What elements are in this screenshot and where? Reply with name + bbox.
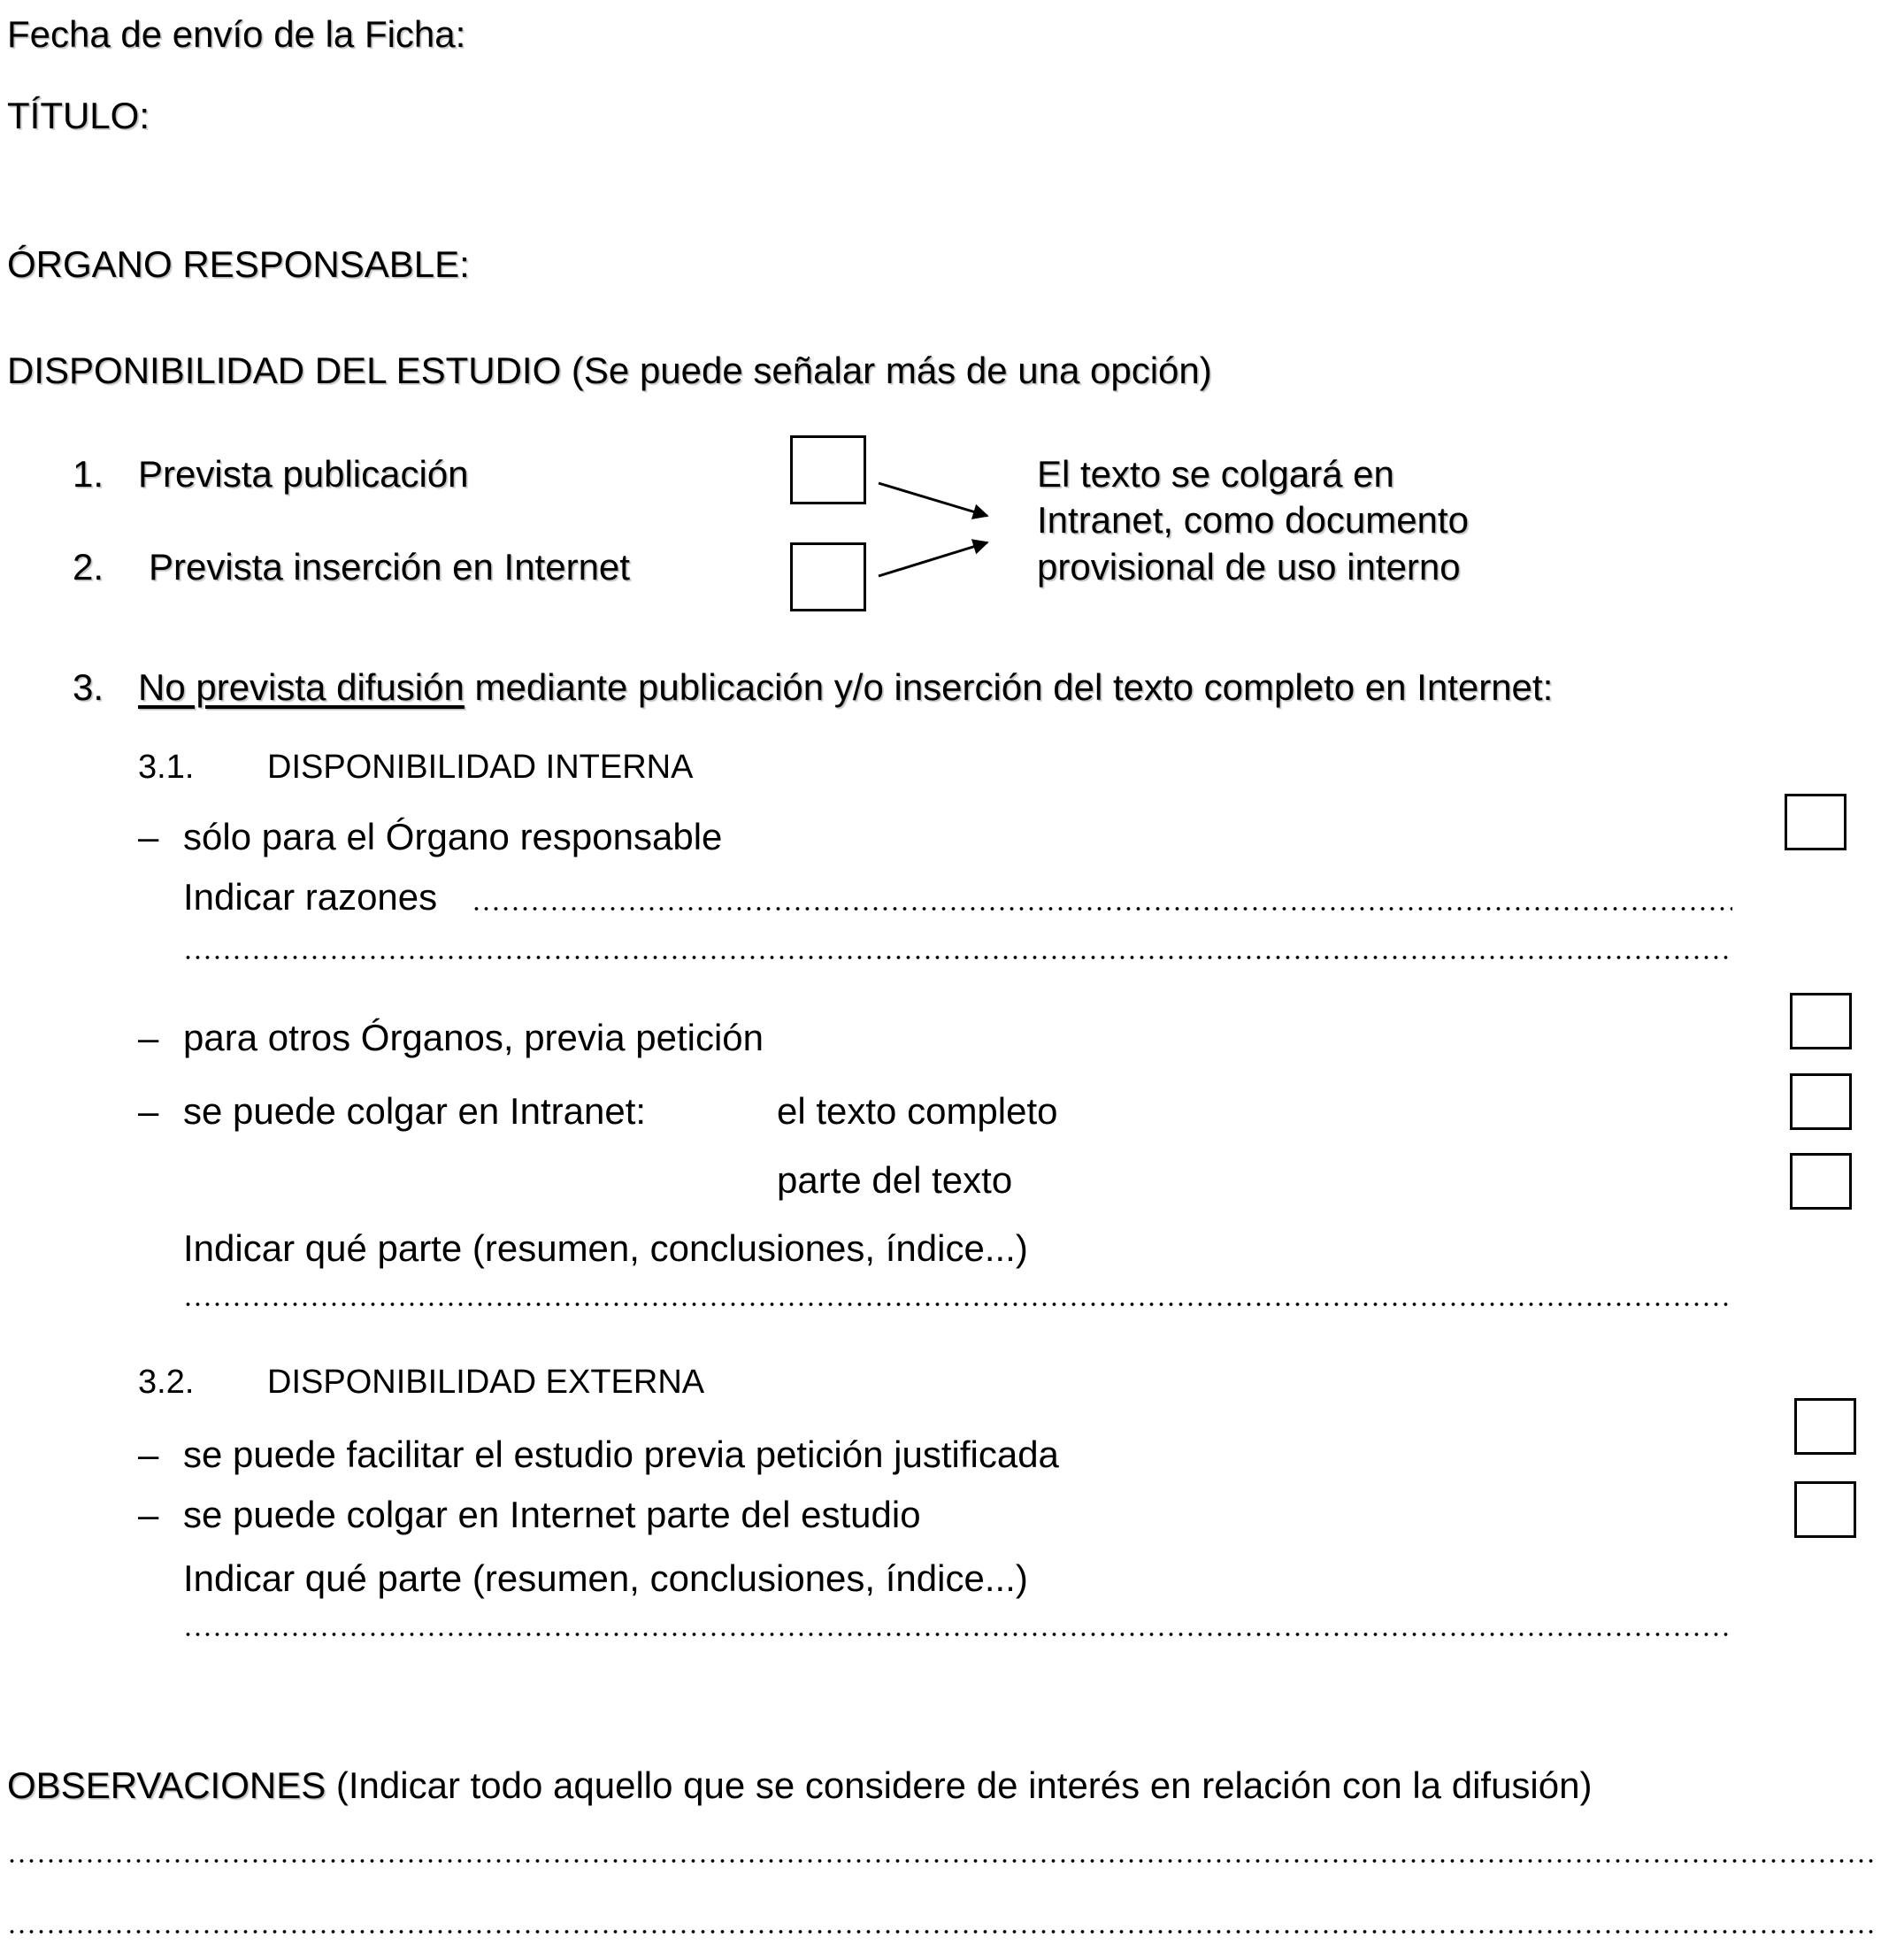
interna-heading: DISPONIBILIDAD INTERNA <box>267 749 694 786</box>
dash-bullet: – <box>138 1017 159 1058</box>
observaciones-note: (Indicar todo aquello que se considere de interés en relación con la difusión) <box>335 1764 1593 1806</box>
colgar-internet-label: se puede colgar en Internet parte del estudio <box>183 1494 921 1535</box>
option2-number: 2. <box>73 546 104 588</box>
parte-interna-dotted-line[interactable] <box>183 1302 1733 1307</box>
facilitar-estudio-checkbox[interactable] <box>1794 1398 1856 1455</box>
disponibilidad-note: (Se puede señalar más de una opción) <box>571 350 1212 391</box>
texto-completo-label: el texto completo <box>777 1090 1058 1132</box>
option3-number: 3. <box>73 666 104 708</box>
facilitar-estudio-label: se puede facilitar el estudio previa petición justificada <box>183 1433 1059 1475</box>
razones-dotted-line-1[interactable] <box>472 906 1732 911</box>
parte-texto-checkbox[interactable] <box>1790 1153 1852 1210</box>
observaciones-dotted-line-1[interactable] <box>7 1858 1874 1864</box>
fecha-envio-label: Fecha de envío de la Ficha: <box>7 13 466 55</box>
intranet-note-line2: Intranet, como documento <box>1037 499 1469 541</box>
observaciones-dotted-line-2[interactable] <box>7 1929 1874 1934</box>
dash-bullet: – <box>138 1494 159 1535</box>
dash-bullet: – <box>138 1433 159 1475</box>
externa-heading: DISPONIBILIDAD EXTERNA <box>267 1364 705 1401</box>
solo-organo-label: sólo para el Órgano responsable <box>183 816 723 857</box>
parte-externa-dotted-line[interactable] <box>183 1632 1733 1637</box>
disponibilidad-title: DISPONIBILIDAD DEL ESTUDIO <box>7 350 562 391</box>
indicar-parte-externa-label: Indicar qué parte (resumen, conclusiones, índice...) <box>183 1557 1028 1599</box>
externa-number: 3.2. <box>138 1364 195 1401</box>
intranet-note-line3: provisional de uso interno <box>1037 546 1461 588</box>
dash-bullet: – <box>138 816 159 857</box>
titulo-label: TÍTULO: <box>7 95 150 136</box>
option2-label: Prevista inserción en Internet <box>149 546 630 588</box>
colgar-internet-checkbox[interactable] <box>1794 1481 1856 1538</box>
indicar-parte-interna-label: Indicar qué parte (resumen, conclusiones, índice...) <box>183 1227 1028 1269</box>
indicar-razones-label: Indicar razones <box>183 876 438 918</box>
intranet-note-line1: El texto se colgará en <box>1037 453 1394 495</box>
option3-rest: mediante publicación y/o inserción del texto completo en Internet: <box>464 666 1554 708</box>
razones-dotted-line-2[interactable] <box>183 955 1733 960</box>
option3-text <box>138 666 1554 708</box>
texto-completo-checkbox[interactable] <box>1790 1073 1852 1130</box>
otros-organos-label: para otros Órganos, previa petición <box>183 1017 764 1058</box>
dash-bullet: – <box>138 1090 159 1132</box>
interna-number: 3.1. <box>138 749 195 786</box>
parte-texto-label: parte del texto <box>777 1159 1013 1201</box>
solo-organo-checkbox[interactable] <box>1785 794 1846 850</box>
option1-label: Prevista publicación <box>138 453 469 495</box>
observaciones-heading <box>7 1764 1593 1806</box>
observaciones-title: OBSERVACIONES <box>7 1764 326 1806</box>
organo-responsable-label: ÓRGANO RESPONSABLE: <box>7 243 470 285</box>
colgar-intranet-label: se puede colgar en Intranet: <box>183 1090 647 1132</box>
otros-organos-checkbox[interactable] <box>1790 993 1852 1049</box>
option3-underlined: No prevista difusión <box>138 666 464 708</box>
option1-number: 1. <box>73 453 104 495</box>
